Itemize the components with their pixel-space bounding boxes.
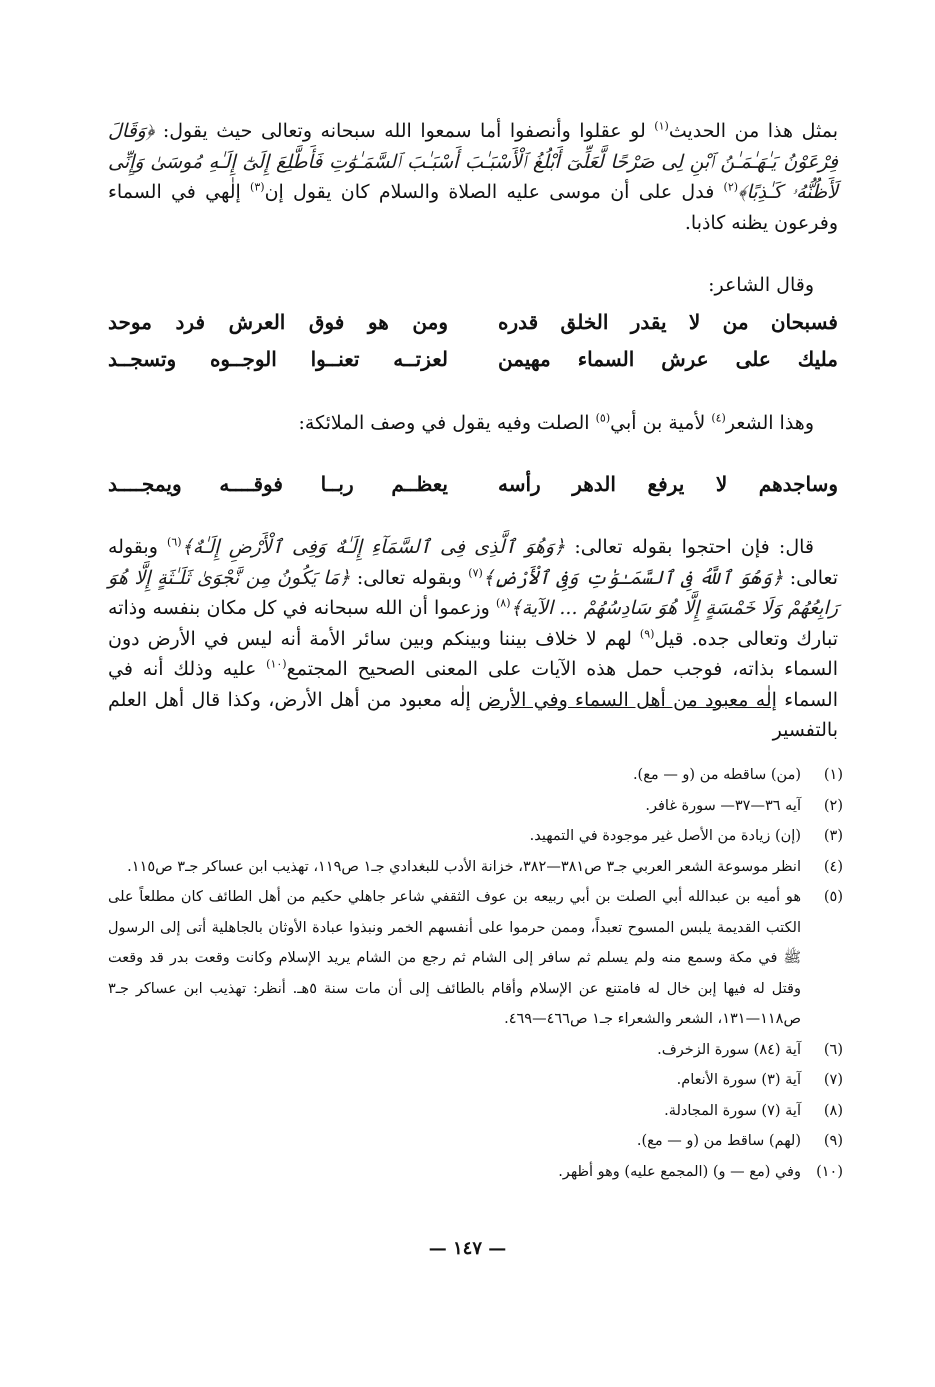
verse-hemistich: ومن هو فوق العرش فرد موحد	[108, 310, 448, 334]
footnote-number: (١٠)	[816, 1163, 843, 1180]
paragraph-pharaoh	[108, 116, 838, 238]
footnote-text: وفي (مع — و) (المجمع عليه) وهو أظهر.	[558, 1163, 801, 1180]
footnote-text: هو أميه بن عبدالله أبي الصلت بن أبي ربيعه بن عوف الثقفي شاعر جاهلي حكيم من أهل الطائف كان مطلعاً على الكتب القديمة يلبس المسوح تعبداً، وممن حرموا على أنفسهم الخمر ونبذوا عبادة الأوثان بالجاهلية أتى إلى الرسول ﷺ في مكة وسمع منه ولم يسلم ثم سافر إلى الشام ثم رجع من الشام يريد الإسلام وكانت وقعت بدر قد وقعت وقتل له فيها إبن خال له فامتنع عن الإسلام وأقام بالطائف إلى أن مات سنة ٥هـ. أنظر: تهذيب ابن عساكر جـ٣ ص١١٨—١٣١، الشعر والشعراء جـ١ ص٤٦٦—٤٦٩.	[108, 889, 801, 1027]
footnote-number: (٣)	[823, 828, 843, 844]
footnote-number: (٢)	[823, 797, 843, 814]
footnote-ref: (١٠)	[266, 657, 287, 671]
footnotes	[108, 760, 843, 1187]
underlined-text: إلٰه معبود من أهل السماء وفي الأرض	[478, 688, 777, 711]
footnote-ref: (٧)	[468, 566, 483, 580]
verse-line	[108, 347, 838, 371]
text: قال: فإن احتجوا بقوله تعالى:	[565, 536, 814, 558]
footnote-number: (١)	[823, 767, 843, 783]
poet-intro	[108, 270, 838, 301]
text: وبقوله تعالى:	[350, 566, 469, 589]
text: إلٰهي في السماء وفرعون يظنه كاذبا.	[108, 181, 838, 234]
footnote-ref: (٤)	[711, 411, 726, 425]
footnote-ref: (٢)	[723, 180, 739, 194]
footnote	[108, 882, 843, 1035]
text: فدل على أن موسى عليه الصلاة والسلام كان يقول إن	[264, 181, 724, 203]
footnote-number: (٦)	[823, 1041, 843, 1058]
footnote	[108, 760, 843, 791]
footnote-text: آية (٨٤) سورة الزخرف.	[657, 1041, 801, 1058]
footnote-number: (٤)	[823, 858, 843, 875]
page-number: — ١٤٧ —	[428, 1238, 507, 1259]
verse-hemistich: مليك على عرش السماء مهيمن	[498, 347, 838, 371]
text: وبقوله تعالى:	[108, 536, 839, 589]
footnote-ref: (٥)	[595, 411, 611, 425]
footnote-ref: (٣)	[250, 180, 265, 194]
verse-line	[108, 472, 838, 496]
verse-hemistich: وساجدهم لا يرفع الدهر رأسه	[498, 472, 838, 496]
quran-verse: ﴿وَهُوَ ٱللَّهُ فِى ٱلسَّمَـٰوَٰتِ وَفِى ٱلْأَرْضِ﴾	[482, 566, 784, 589]
text: لو عقلوا وأنصفوا أما سمعوا الله سبحانه وتعالى حيث يقول:	[154, 120, 655, 142]
verse-line	[108, 310, 838, 334]
paragraph-argument	[108, 532, 838, 746]
text: لأمية بن أبي	[610, 412, 712, 434]
quran-verse: ﴿وَهُوَ ٱلَّذِى فِى ٱلسَّمَآءِ إِلَـٰهٌ وَفِى ٱلْأَرْضِ إِلَـٰهٌ﴾	[181, 536, 566, 558]
quran-verse: ﴿مَا يَكُونُ مِن نَّجْوَىٰ ثَلَـٰثَةٍ إِلَّا هُوَ رَابِعُهُمْ وَلَا خَمْسَةٍ إِلَّا هُوَ سَادِسُهُمْ ... الآية﴾	[108, 566, 838, 619]
text: إلٰه معبود من أهل الأرض، وكذا قال أهل العلم بالتفسير	[108, 688, 838, 741]
footnote-text: (لهم) ساقط من (و — مع).	[636, 1133, 801, 1149]
footnote-text: (إن) زيادة من الأصل غير موجودة في التمهيد.	[529, 828, 801, 844]
verse-hemistich: فسبحان من لا يقدر الخلق قدره	[498, 310, 838, 334]
paragraph-umayya	[108, 408, 838, 439]
footnote	[108, 1126, 843, 1157]
text: الصلت وفيه يقول في وصف الملائكة:	[298, 412, 596, 434]
footnote	[108, 791, 843, 822]
footnote-number: (٨)	[823, 1102, 843, 1119]
footnote-text: انظر موسوعة الشعر العربي جـ٣ ص٣٨١—٣٨٢، خزانة الأدب للبغدادي جـ١ ص١١٩، تهذيب ابن عساكر جـ٣ ص١١٥.	[127, 858, 801, 875]
text: عليه وذلك أنه في السماء	[108, 658, 838, 711]
footnote	[108, 1096, 843, 1127]
footnote-text: (من) ساقطه من (و — مع).	[632, 767, 801, 783]
verse-hemistich: يعظــم ربــا فوقــــه ويمجــــد	[108, 472, 448, 496]
footnote	[108, 1065, 843, 1096]
text: وزعموا أن الله سبحانه في كل مكان بنفسه وذاته تبارك وتعالى جده. قيل	[108, 597, 838, 650]
quran-verse: ﴿وَقَالَ فِرْعَوْنُ يَـٰهَـٰمَـٰنُ ٱبْنِ لِى صَرْحًا لَّعَلِّىٓ أَبْلُغُ ٱلْأَسْبَـٰبَ أَسْبَـٰبَ ٱلسَّمَـٰوَٰتِ فَأَطَّلِعَ إِلَىٰٓ إِلَـٰهِ مُوسَىٰ وَإِنِّى لَأَظُنُّهُۥ كَـٰذِبًا﴾	[108, 120, 838, 203]
footnote-text: آية (٣) سورة الأنعام.	[676, 1072, 801, 1088]
verse-hemistich: لعزتــه تعنــوا الوجــوه وتسجــد	[108, 347, 448, 371]
footnote	[108, 1035, 843, 1066]
footnote	[108, 821, 843, 852]
footnote-number: (٧)	[823, 1072, 843, 1088]
text: وهذا الشعر	[725, 412, 814, 434]
text: لهم لا خلاف بيننا وبينكم وبين سائر الأمة أنه ليس في الأرض دون السماء بذاته، فوجب حمل هذه الآيات على المعنى الصحيح المجتمع	[108, 627, 838, 680]
footnote-number: (٩)	[823, 1133, 843, 1149]
footnote-text: آيه ٣٦—٣٧— سورة غافر.	[645, 797, 801, 814]
footnote-ref: (٦)	[167, 535, 182, 549]
poet-intro-text: وقال الشاعر:	[708, 274, 814, 296]
footnote-ref: (١)	[654, 119, 669, 133]
footnote	[108, 1157, 843, 1188]
footnote	[108, 852, 843, 883]
footnote-number: (٥)	[823, 889, 843, 905]
footnote-ref: (٩)	[639, 627, 655, 641]
footnote-ref: (٨)	[495, 596, 511, 610]
text: بمثل هذا من الحديث	[668, 120, 838, 142]
footnote-text: آية (٧) سورة المجادلة.	[664, 1102, 801, 1119]
